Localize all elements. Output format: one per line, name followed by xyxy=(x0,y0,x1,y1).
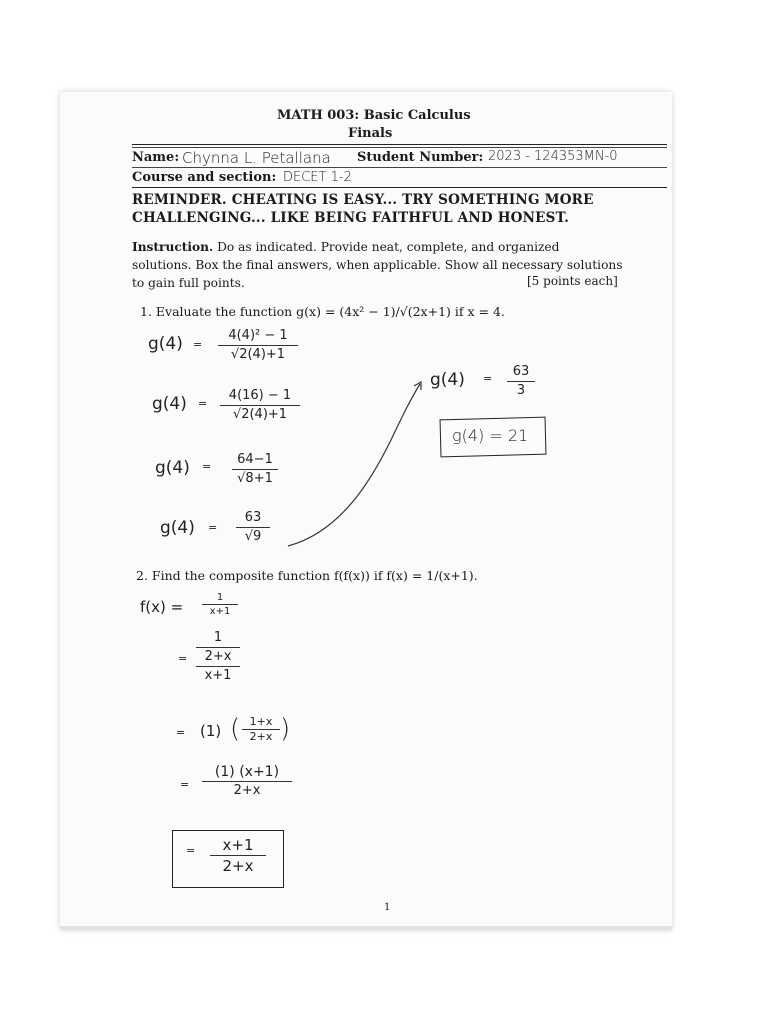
problem-1-prompt: 1. Evaluate the function g(x) = (4x² − 1)/√(2x+1) if x = 4. xyxy=(140,304,505,319)
instruction-line-1 xyxy=(132,240,559,254)
fraction-bar xyxy=(507,381,535,382)
reminder-line-1: REMINDER. CHEATING IS EASY... TRY SOMETHING MORE xyxy=(132,192,594,208)
p2-step1-lhs: f(x) = xyxy=(140,598,184,616)
p2-step2-fraction xyxy=(196,630,240,684)
p1-step4-fraction xyxy=(236,510,270,545)
row-rule xyxy=(132,167,667,168)
p1-step3-fraction xyxy=(232,452,278,487)
p2-step2-inner-denominator: 2+x xyxy=(204,649,232,664)
section-rule xyxy=(132,187,667,188)
fraction-bar xyxy=(196,666,240,667)
p1-step3-denominator: √8+1 xyxy=(237,471,273,486)
p2-answer-fraction xyxy=(210,836,266,875)
p1-step4-numerator: 63 xyxy=(244,510,262,525)
header-rule xyxy=(132,144,667,145)
equals-sign: = xyxy=(198,397,208,410)
continuation-arrow-icon xyxy=(280,372,440,552)
fraction-bar xyxy=(218,345,298,346)
p1-step2-numerator: 4(16) − 1 xyxy=(228,388,292,403)
p1-cont-lhs: g(4) xyxy=(430,370,465,390)
reminder-line-2: CHALLENGING... LIKE BEING FAITHFUL AND HONEST. xyxy=(132,210,569,226)
header-rule xyxy=(132,147,667,148)
p2-step3-numerator: 1+x xyxy=(249,715,273,728)
p2-step4-numerator: (1) (x+1) xyxy=(214,764,280,780)
equals-sign: = xyxy=(483,372,493,385)
exam-type: Finals xyxy=(348,126,393,141)
p1-cont-denominator: 3 xyxy=(516,383,526,398)
p2-step3-lhs: (1) xyxy=(200,722,222,740)
p1-step2-lhs: g(4) xyxy=(152,394,187,414)
p2-answer-denominator: 2+x xyxy=(222,857,254,875)
p1-step3-numerator: 64−1 xyxy=(237,452,273,467)
student-number-value: 2023 - 124353MN-0 xyxy=(488,149,618,164)
p1-step4-denominator: √9 xyxy=(244,529,262,544)
points-note: [5 points each] xyxy=(527,274,618,288)
fraction-bar xyxy=(210,855,266,856)
equals-sign: = xyxy=(180,778,190,791)
instruction-text-1: Do as indicated. Provide neat, complete, and organized xyxy=(217,240,560,254)
p2-step1-fraction xyxy=(202,592,238,617)
p2-step4-fraction xyxy=(202,764,292,799)
equals-sign: = xyxy=(208,521,218,534)
p1-cont-numerator: 63 xyxy=(512,364,530,379)
equals-sign: = xyxy=(186,844,196,857)
p2-step4-denominator: 2+x xyxy=(233,783,261,798)
p1-step2-denominator: √2(4)+1 xyxy=(232,407,288,422)
equals-sign: = xyxy=(202,460,212,473)
instruction-label: Instruction. xyxy=(132,240,214,254)
p2-step3-fraction xyxy=(242,716,280,743)
p1-cont-fraction xyxy=(507,364,535,399)
equals-sign: = xyxy=(178,652,188,665)
p2-step2-denominator: x+1 xyxy=(204,668,232,683)
p2-step1-numerator: 1 xyxy=(216,592,224,603)
p1-step1-fraction xyxy=(218,328,298,363)
page-number: 1 xyxy=(384,902,391,913)
p1-step1-lhs: g(4) xyxy=(148,334,183,354)
fraction-bar xyxy=(202,604,238,605)
student-number-label: Student Number: xyxy=(357,150,484,165)
name-value: Chynna L. Petallana xyxy=(182,149,331,167)
problem-2-prompt: 2. Find the composite function f(f(x)) if f(x) = 1/(x+1). xyxy=(136,568,478,583)
fraction-bar xyxy=(196,647,240,648)
p1-step1-numerator: 4(4)² − 1 xyxy=(228,328,288,343)
p1-step4-lhs: g(4) xyxy=(160,518,195,538)
fraction-bar xyxy=(236,527,270,528)
course-title: MATH 003: Basic Calculus xyxy=(277,108,471,123)
p1-step3-lhs: g(4) xyxy=(155,458,190,478)
instruction-line-3: to gain full points. xyxy=(132,276,245,290)
course-section-value: DECET 1-2 xyxy=(283,170,352,185)
equals-sign: = xyxy=(193,338,203,351)
p2-step3-denominator: 2+x xyxy=(249,730,273,743)
p2-answer-numerator: x+1 xyxy=(222,836,254,854)
exam-sheet xyxy=(60,92,672,930)
p1-final-answer: g(4) = 21 xyxy=(452,426,529,445)
course-section-label: Course and section: xyxy=(132,170,277,185)
p1-step1-denominator: √2(4)+1 xyxy=(230,347,286,362)
close-paren: ) xyxy=(280,714,291,744)
name-label: Name: xyxy=(132,150,180,165)
fraction-bar xyxy=(202,781,292,782)
fraction-bar xyxy=(232,469,278,470)
p2-step1-denominator: x+1 xyxy=(209,606,231,617)
instruction-line-2: solutions. Box the final answers, when applicable. Show all necessary solutions xyxy=(132,258,623,272)
p2-step2-inner-numerator: 1 xyxy=(213,630,223,645)
equals-sign: = xyxy=(176,726,186,739)
scan-edge xyxy=(60,926,672,930)
open-paren: ( xyxy=(230,714,241,744)
